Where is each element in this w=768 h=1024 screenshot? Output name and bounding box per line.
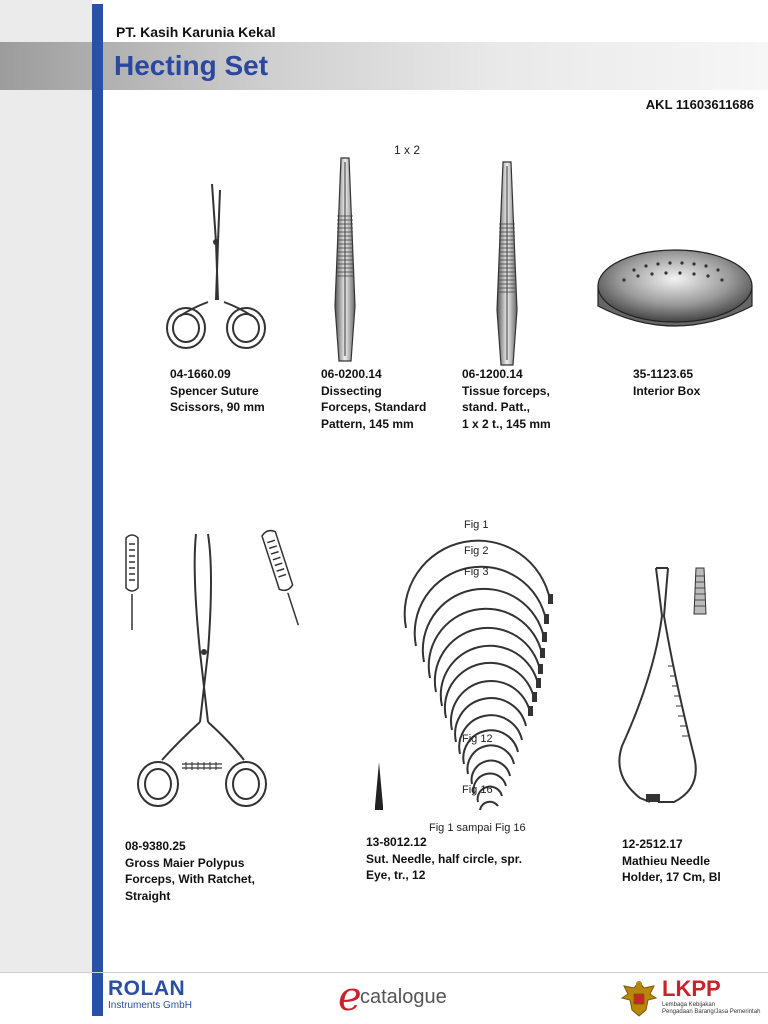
- product-caption: [125, 838, 255, 904]
- fig-label: Fig 16: [462, 784, 493, 796]
- product-code: 06-1200.14: [462, 367, 523, 381]
- interior-box-illustration: [594, 246, 756, 340]
- teeth-label: 1 x 2: [394, 143, 421, 157]
- fig-label: Fig 12: [462, 733, 493, 745]
- left-margin-panel: [0, 0, 92, 972]
- polypus-forceps-illustration: [120, 532, 300, 812]
- akl-number: AKL 11603611686: [645, 97, 754, 112]
- product-description: Interior Box: [633, 383, 701, 398]
- tissue-forceps-illustration: [487, 160, 527, 370]
- product-description: Dissecting Forceps, Standard Pattern, 145 mm: [321, 383, 427, 431]
- product-caption: [170, 366, 265, 416]
- product-caption: [462, 366, 551, 432]
- footer-divider: [0, 972, 768, 973]
- product-caption: [633, 366, 700, 399]
- product-code: 12-2512.17: [622, 837, 683, 851]
- accent-bar: [92, 4, 103, 1016]
- fig-label: Fig 3: [464, 566, 489, 578]
- dissecting-forceps-illustration: [325, 156, 365, 366]
- product-description: Tissue forceps, stand. Patt., 1 x 2 t., 145 mm: [462, 383, 551, 431]
- product-description: Spencer Suture Scissors, 90 mm: [170, 383, 265, 414]
- ecatalogue-e: e: [338, 974, 362, 1020]
- lkpp-logo: [620, 976, 760, 1020]
- product-caption: [622, 836, 721, 886]
- needle-holder-illustration: [610, 566, 726, 810]
- needle-tip-illustration: [372, 762, 386, 812]
- product-description: Gross Maier Polypus Forceps, With Ratchet, Straight: [125, 855, 255, 903]
- product-caption: [366, 834, 522, 884]
- product-description: Sut. Needle, half circle, spr. Eye, tr., 12: [366, 851, 523, 882]
- rolan-subtitle: Instruments GmbH: [108, 1000, 192, 1011]
- company-name: PT. Kasih Karunia Kekal: [116, 24, 276, 40]
- fig-range-label: Fig 1 sampai Fig 16: [429, 822, 526, 834]
- product-code: 35-1123.65: [633, 367, 694, 381]
- product-caption: [321, 366, 426, 432]
- fig-label: Fig 2: [464, 545, 489, 557]
- lkpp-subtitle: Lembaga Kebijakan Pengadaan Barang/Jasa Pemerintah: [662, 1002, 761, 1015]
- product-description: Mathieu Needle Holder, 17 Cm, Bl: [622, 853, 721, 884]
- fig-label: Fig 1: [464, 519, 489, 531]
- page-title: Hecting Set: [114, 50, 269, 81]
- ecatalogue-word: catalogue: [360, 986, 447, 1008]
- product-code: 08-9380.25: [125, 839, 186, 853]
- scissors-illustration: [162, 182, 272, 354]
- product-code: 13-8012.12: [366, 835, 427, 849]
- product-code: 06-0200.14: [321, 367, 382, 381]
- garuda-emblem-icon: [620, 978, 658, 1018]
- lkpp-brand: LKPP: [662, 976, 721, 1001]
- rolan-logo: [108, 978, 192, 1012]
- product-code: 04-1660.09: [170, 367, 231, 381]
- rolan-brand: ROLAN: [108, 977, 186, 1000]
